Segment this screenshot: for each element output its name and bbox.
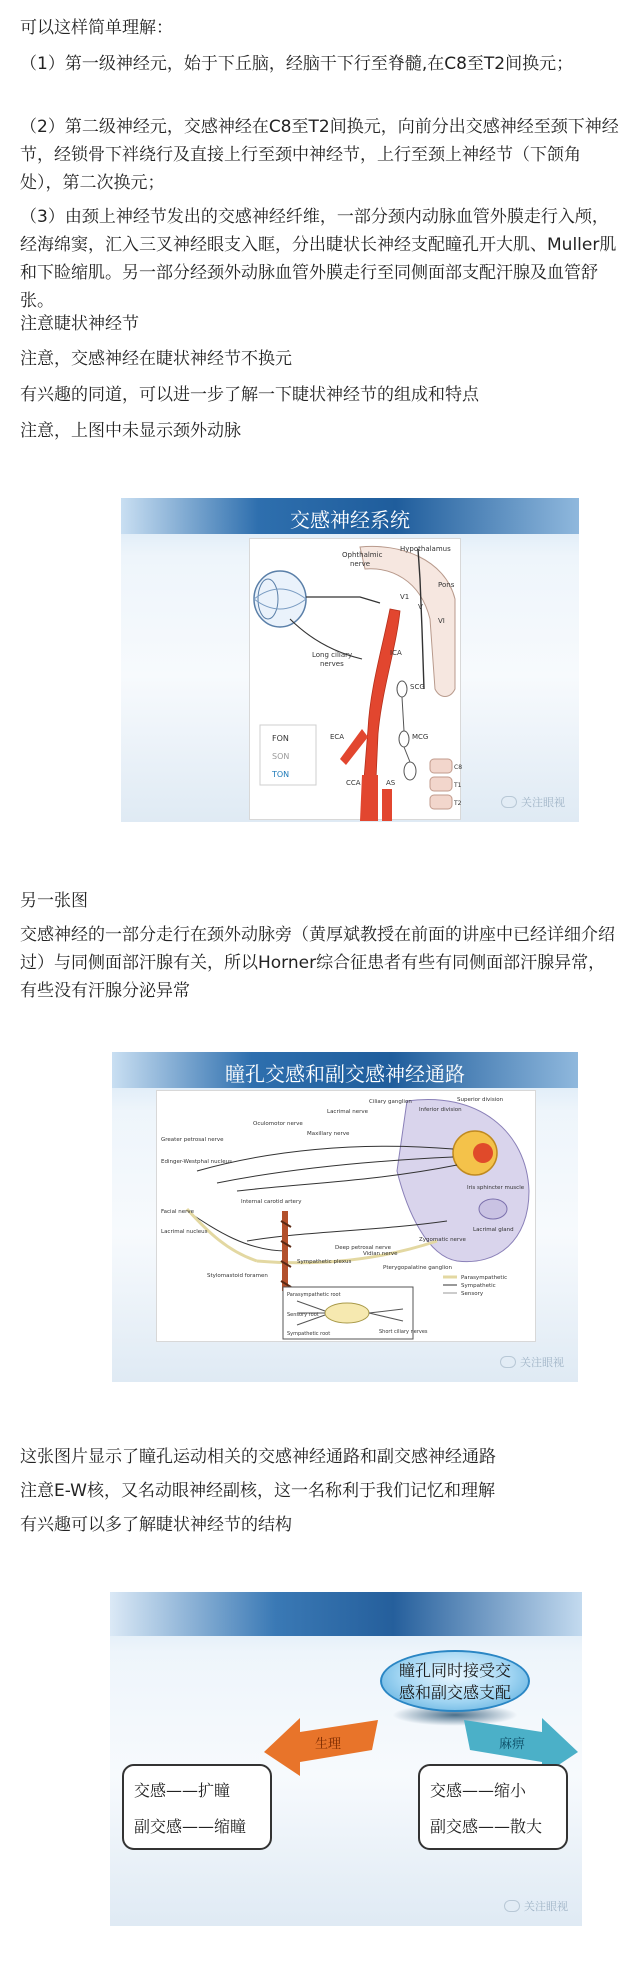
label-greater-petrosal: Greater petrosal nerve <box>161 1137 224 1143</box>
svg-text:Parasympathetic: Parasympathetic <box>461 1275 508 1281</box>
physiology-box <box>122 1764 272 1850</box>
physiology-line-2: 副交感——缩瞳 <box>134 1817 247 1836</box>
left-arrow <box>260 1710 380 1780</box>
label-short-ciliary: Short ciliary nerves <box>379 1329 428 1335</box>
center-bubble <box>380 1650 530 1712</box>
intro-heading: 可以这样简单理解： <box>20 18 173 38</box>
note-no-synapse: 注意，交感神经在睫状神经节不换元 <box>20 349 292 369</box>
legend-fon: FON <box>272 734 289 743</box>
watermark-text: 关注眼视 <box>524 1900 568 1913</box>
pupil-pathway-diagram <box>157 1091 537 1343</box>
label-t1: T1 <box>454 782 462 789</box>
wechat-icon <box>501 796 517 808</box>
label-ophthalmic-nerve: nerve <box>350 560 371 568</box>
watermark <box>504 1898 568 1914</box>
internal-carotid-artery <box>364 609 400 779</box>
label-deep-petrosal: Deep petrosal nerve <box>335 1245 392 1251</box>
label-sympathetic-plexus: Sympathetic plexus <box>297 1259 352 1265</box>
lower-paragraph-3: 有兴趣可以多了解睫状神经节的结构 <box>20 1515 292 1535</box>
label-mcg: MCG <box>412 733 429 741</box>
watermark <box>501 794 565 810</box>
label-pterygopalatine: Pterygopalatine ganglion <box>383 1265 453 1271</box>
label-lacrimal-nucleus: Lacrimal nucleus <box>161 1229 208 1235</box>
paralysis-line-2: 副交感——散大 <box>430 1817 543 1836</box>
legend-ton: TON <box>272 770 290 779</box>
paralysis-line-1: 交感——缩小 <box>430 1781 527 1800</box>
lacrimal-gland-shape <box>479 1199 507 1219</box>
slide-title: 交感神经系统 <box>290 508 410 532</box>
pathway-legend <box>443 1275 507 1297</box>
slide-pupil-dual-innervation <box>110 1592 582 1926</box>
intro-paragraph-3: （3）由颈上神经节发出的交感神经纤维，一部分颈内动脉血管外膜走行入颅，经海绵窦，汇入三叉神经眼支入眶，分出睫状长神经支配瞳孔开大肌、Muller肌和下睑缩肌。另一部分经颈外动脉血管外膜走行至同侧面部支配汗腺及血管舒张。 <box>20 207 617 311</box>
watermark-text: 关注眼视 <box>520 1356 564 1369</box>
sympathetic-plexus-coil <box>281 1211 291 1291</box>
intro-paragraph-2: （2）第二级神经元，交感神经在C8至T2间换元，向前分出交感神经至颈下神经节，经锁骨下袢绕行及直接上行至颈中神经节，上行至颈上神经节（下颌角处），第二次换元； <box>20 117 619 193</box>
label-ica: ICA <box>390 649 402 657</box>
center-line-1: 瞳孔同时接受交 <box>398 1661 511 1680</box>
middle-heading: 另一张图 <box>20 891 88 911</box>
label-oculomotor-nerve: Oculomotor nerve <box>253 1121 303 1127</box>
slide-sympathetic-system <box>121 498 579 822</box>
label-v1: V1 <box>400 593 410 601</box>
label-edinger-westphal: Edinger-Westphal nucleus <box>161 1159 232 1165</box>
label-ciliary-ganglion: Ciliary ganglion <box>369 1099 412 1105</box>
label-ophthalmic: Ophthalmic <box>342 551 383 559</box>
label-facial-nerve: Facial nerve <box>161 1209 194 1215</box>
wechat-icon <box>504 1900 520 1912</box>
label-eca: ECA <box>330 733 345 741</box>
sympathetic-chain <box>397 681 416 780</box>
pathway-diagram-panel <box>156 1090 536 1342</box>
middle-paragraph: 交感神经的一部分走行在颈外动脉旁（黄厚斌教授在前面的讲座中已经详细介绍过）与同侧面部汗腺有关，所以Horner综合征患者有些有同侧面部汗腺异常，有些没有汗腺分泌异常 <box>20 925 615 1001</box>
svg-text:Sympathetic: Sympathetic <box>461 1283 496 1289</box>
parasympathetic-paths <box>187 1209 437 1263</box>
spinal-column <box>430 759 452 809</box>
left-arrow-label: 生理 <box>314 1737 342 1752</box>
anatomy-diagram-panel <box>249 538 461 820</box>
sympathetic-pathway-diagram <box>250 539 462 821</box>
label-stylomastoid: Stylomastoid foramen <box>207 1273 268 1279</box>
center-line-2: 感和副交感支配 <box>398 1683 511 1702</box>
label-vi: VI <box>438 617 445 625</box>
paralysis-box <box>418 1764 568 1850</box>
svg-text:Sensory: Sensory <box>461 1291 484 1297</box>
label-lacrimal-gland: Lacrimal gland <box>473 1227 514 1233</box>
note-further-reading: 有兴趣的同道，可以进一步了解一下睫状神经节的组成和特点 <box>20 385 479 405</box>
note-external-carotid: 注意，上图中未显示颈外动脉 <box>20 421 241 441</box>
label-long-ciliary-nerves: nerves <box>320 660 344 668</box>
label-long-ciliary: Long ciliary <box>312 651 353 659</box>
label-maxillary-nerve: Maxillary nerve <box>307 1131 350 1137</box>
label-vidian-nerve: Vidian nerve <box>363 1251 398 1257</box>
label-scg: SCG <box>410 683 425 691</box>
label-sympathetic-root: Sympathetic root <box>287 1331 331 1337</box>
watermark-text: 关注眼视 <box>521 796 565 809</box>
ophthalmic-nerve-path <box>306 597 380 603</box>
label-inferior-division: Inferior division <box>419 1107 462 1113</box>
common-carotid-artery <box>360 775 378 821</box>
slide-title: 瞳孔交感和副交感神经通路 <box>225 1062 465 1086</box>
label-iris-sphincter: Iris sphincter muscle <box>467 1185 525 1191</box>
lower-paragraph-2: 注意E-W核，又名动眼神经副核，这一名称利于我们记忆和理解 <box>20 1481 495 1501</box>
label-v: V <box>418 603 423 611</box>
slide-pupil-pathways <box>112 1052 578 1382</box>
physiology-line-1: 交感——扩瞳 <box>134 1781 231 1800</box>
slide-header-band <box>110 1592 582 1636</box>
label-lacrimal-nerve: Lacrimal nerve <box>327 1109 369 1115</box>
label-t2: T2 <box>454 800 462 807</box>
aortic-stem <box>382 789 392 821</box>
watermark <box>500 1354 564 1370</box>
external-carotid-artery <box>340 729 368 765</box>
label-as: AS <box>386 779 396 787</box>
label-parasympathetic-root: Parasympathetic root <box>287 1292 341 1298</box>
label-zygomatic-nerve: Zygomatic nerve <box>419 1237 466 1243</box>
label-c8: C8 <box>454 764 462 771</box>
label-sensory-root: Sensory root <box>287 1312 319 1318</box>
label-pons: Pons <box>438 581 455 589</box>
note-ciliary-ganglion: 注意睫状神经节 <box>20 314 139 334</box>
label-internal-carotid: Internal carotid artery <box>241 1199 302 1205</box>
eye-illustration <box>254 571 306 627</box>
right-arrow-label: 麻痹 <box>498 1737 526 1752</box>
label-hypothalamus: Hypothalamus <box>400 545 451 553</box>
intro-paragraph-1: （1）第一级神经元，始于下丘脑，经脑干下行至脊髓,在C8至T2间换元； <box>20 54 574 74</box>
label-cca: CCA <box>346 779 361 787</box>
legend-son: SON <box>272 752 290 761</box>
label-superior-division: Superior division <box>457 1097 504 1103</box>
lower-paragraph-1: 这张图片显示了瞳孔运动相关的交感神经通路和副交感神经通路 <box>20 1447 496 1467</box>
wechat-icon <box>500 1356 516 1368</box>
